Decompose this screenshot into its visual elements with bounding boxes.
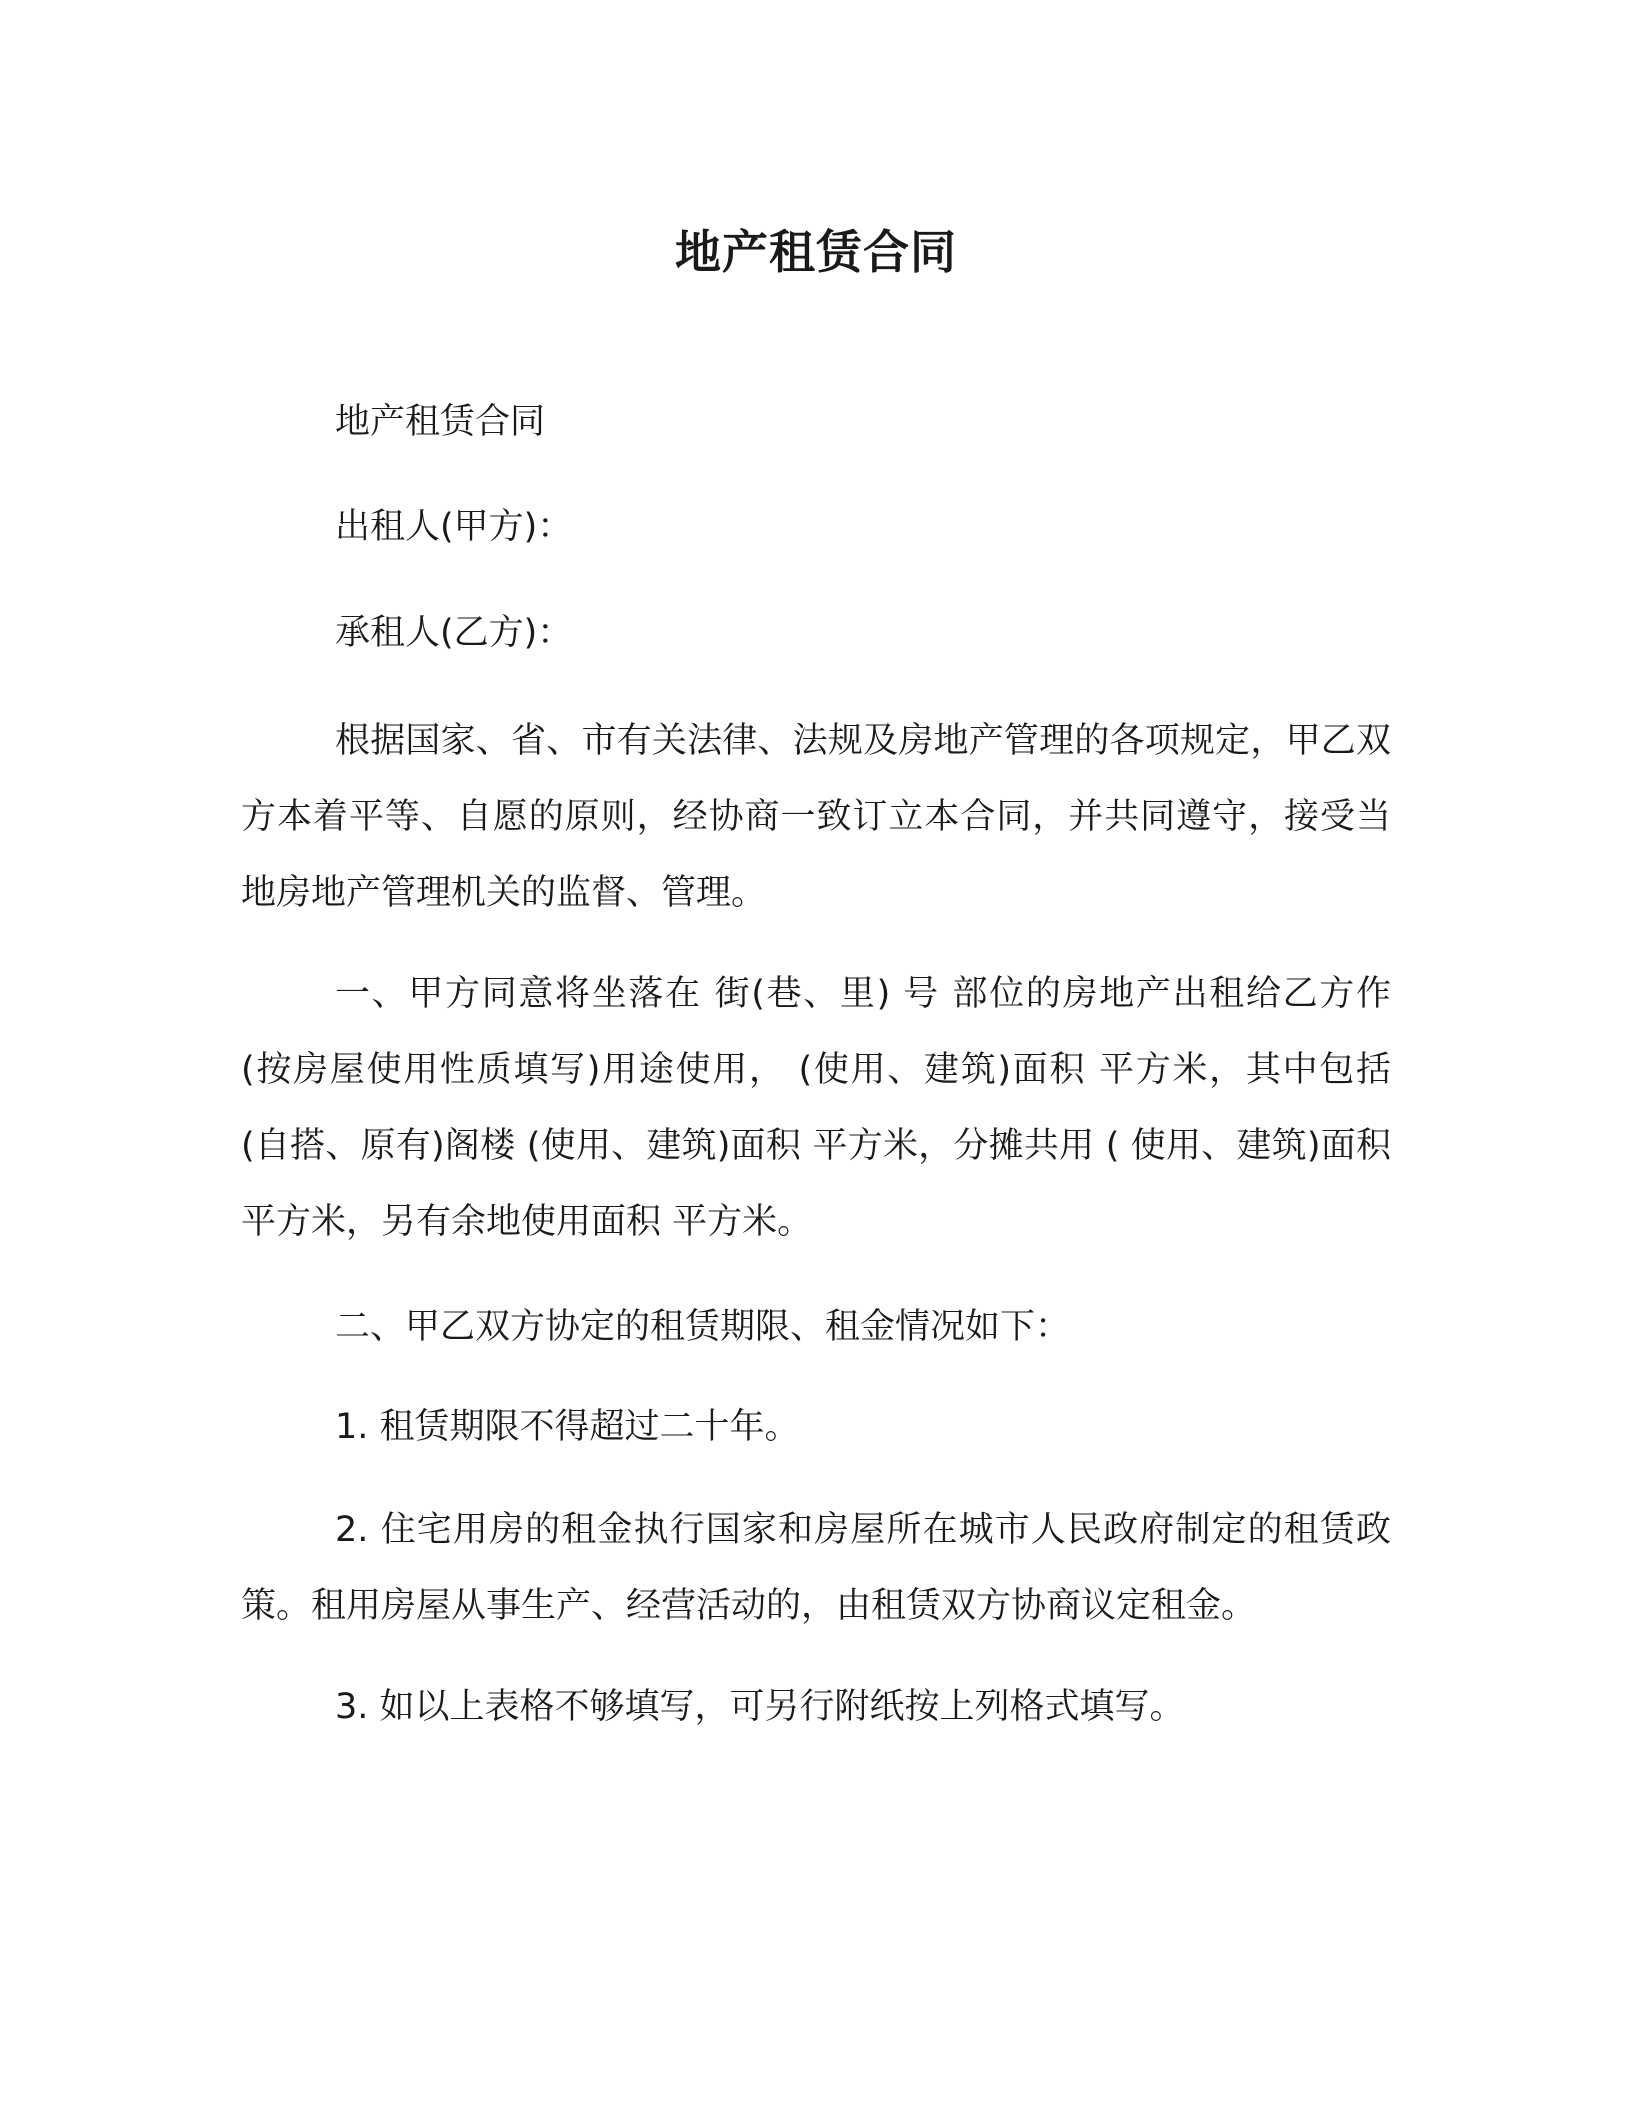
lessor-field: 出租人(甲方)： — [335, 507, 573, 547]
document-title: 地产租赁合同 — [675, 225, 957, 279]
clause-1-paragraph: 一、甲方同意将坐落在 街(巷、里) 号 部位的房地产出租给乙方作 (按房屋使用性质填写)用途使用， (使用、建筑)面积 平方米，其中包括 (自搭、原有)阁楼 (使用、建筑)面积 平方米，分摊共用 ( 使用、建筑)面积 平方米，另有余地使用面积 平方米。 — [241, 974, 1391, 1242]
list-item-1: 1. 租赁期限不得超过二十年。 — [335, 1407, 800, 1447]
lessee-field: 承租人(乙方)： — [335, 613, 573, 653]
clause-2-paragraph: 二、甲乙双方协定的租赁期限、租金情况如下： — [335, 1307, 1071, 1347]
list-item-2: 2. 住宅用房的租金执行国家和房屋所在城市人民政府制定的租赁政策。租用房屋从事生产、经营活动的，由租赁双方协商议定租金。 — [241, 1510, 1391, 1626]
contract-heading: 地产租赁合同 — [335, 402, 546, 442]
list-item-3: 3. 如以上表格不够填写，可另行附纸按上列格式填写。 — [335, 1687, 1185, 1727]
intro-paragraph: 根据国家、省、市有关法律、法规及房地产管理的各项规定，甲乙双方本着平等、自愿的原则，经协商一致订立本合同，并共同遵守，接受当地房地产管理机关的监督、管理。 — [241, 721, 1391, 913]
